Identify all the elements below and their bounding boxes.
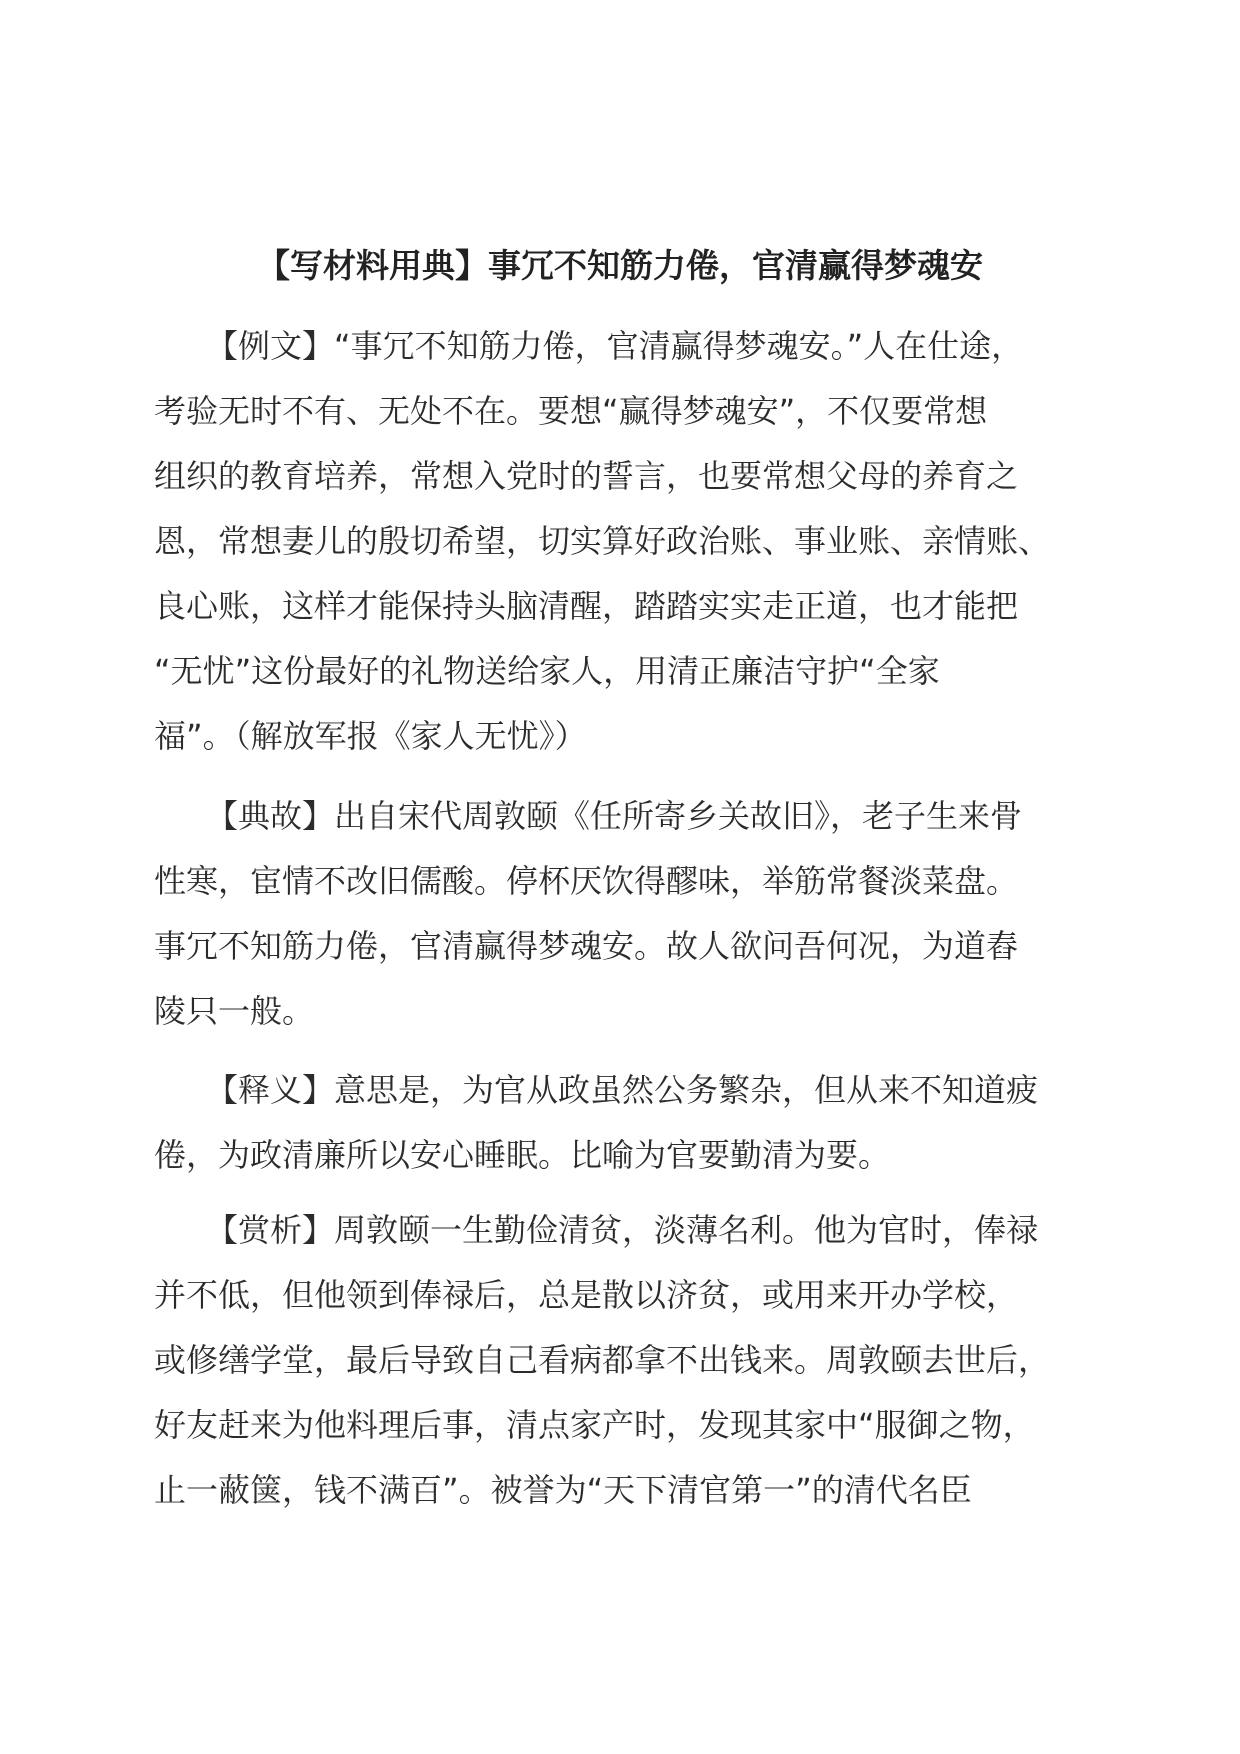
paragraph-line: 考验无时不有、无处不在。要想“赢得梦魂安”，不仅要常想 <box>154 392 988 430</box>
paragraph-line: 倦，为政清廉所以安心睡眠。比喻为官要勤清为要。 <box>154 1136 891 1174</box>
paragraph-line: 性寒，宦情不改旧儒酸。停杯厌饮得醪味，举筋常餐淡菜盘。 <box>154 862 1019 900</box>
paragraph-analysis <box>154 1198 1118 1523</box>
paragraph-line: 事冗不知筋力倦，官清赢得梦魂安。故人欲问吾何况，为道舂 <box>154 927 1019 965</box>
paragraph-example <box>154 314 1118 769</box>
paragraph-meaning <box>154 1058 1118 1188</box>
paragraph-line: 【例文】“事冗不知筋力倦，官清赢得梦魂安。”人在仕途， <box>206 327 1024 365</box>
paragraph-line: 止一蔽箧，钱不满百”。被誉为“天下清官第一”的清代名臣 <box>154 1471 972 1509</box>
paragraph-line: 恩，常想妻儿的殷切希望，切实算好政治账、事业账、亲情账、 <box>154 522 1051 560</box>
paragraph-line: “无忧”这份最好的礼物送给家人，用清正廉洁守护“全家 <box>154 652 940 690</box>
paragraph-line: 好友赶来为他料理后事，清点家产时，发现其家中“服御之物， <box>154 1406 1035 1444</box>
paragraph-line: 【释义】意思是，为官从政虽然公务繁杂，但从来不知道疲 <box>206 1071 1039 1109</box>
paragraph-line: 【赏析】周敦颐一生勤俭清贫，淡薄名利。他为官时，俸禄 <box>206 1211 1039 1249</box>
paragraph-line: 组织的教育培养，常想入党时的誓言，也要常想父母的养育之 <box>154 457 1019 495</box>
document-title: 【写材料用典】事冗不知筋力倦，官清赢得梦魂安 <box>257 246 983 285</box>
paragraph-line: 或修缮学堂，最后导致自己看病都拿不出钱来。周敦颐去世后， <box>154 1341 1051 1379</box>
paragraph-line: 并不低，但他领到俸禄后，总是散以济贫，或用来开办学校， <box>154 1276 1019 1314</box>
paragraph-line: 良心账，这样才能保持头脑清醒，踏踏实实走正道，也才能把 <box>154 587 1019 625</box>
paragraph-line: 陵只一般。 <box>154 992 315 1030</box>
paragraph-line: 【典故】出自宋代周敦颐《任所寄乡关故旧》，老子生来骨 <box>206 797 1023 835</box>
paragraph-line: 福”。（解放军报《家人无忧》） <box>154 717 587 755</box>
paragraph-allusion <box>154 784 1118 1044</box>
